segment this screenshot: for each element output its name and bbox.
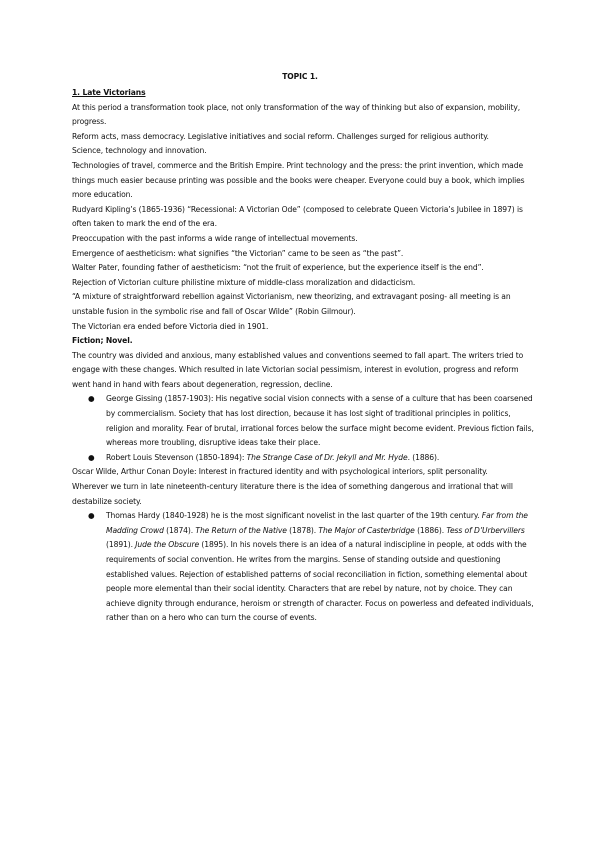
book-title: Jude the Obscure [135, 540, 200, 550]
book-title: Far from the Madding Crowd [106, 511, 528, 535]
list-item-text: . (1886). [407, 452, 440, 462]
list-item-gissing [72, 392, 534, 450]
section-heading-late-victorians: 1. Late Victorians [72, 88, 146, 97]
paragraph: Walter Pater, founding father of aestheticism: “not the fruit of experience, but the experience itself is the end”. [72, 263, 484, 273]
paragraph: Preoccupation with the past informs a wide range of intellectual movements. [72, 233, 358, 243]
book-title: Tess of D’Urbervillers [446, 525, 525, 535]
document-body [72, 86, 534, 626]
paragraph: The country was divided and anxious, many established values and conventions seemed to fall apart. The writers tried to engage with these changes. Which resulted in late Victorian social pessimism, interest in evolution, progress and reform went hand in hand with fears about degeneration, regression, decline. [72, 350, 524, 389]
list-item-text: Robert Louis Stevenson (1850-1894): [106, 452, 247, 462]
paragraph: Wherever we turn in late nineteenth-century literature there is the idea of something dangerous and irrational that will destabilize society. [72, 482, 513, 506]
list-item-stevenson [72, 451, 534, 466]
section-heading-fiction-novel: Fiction; Novel. [72, 336, 133, 346]
paragraph: Reform acts, mass democracy. Legislative initiatives and social reform. Challenges surged for religious authority. [72, 131, 489, 141]
list-item-text: George Gissing (1857-1903): His negative social vision connects with a sense of a culture that has been coarsened by commercialism. Society that has lost direction, because it has lost sight of traditional principles in politics, religion and morality. Fear of brutal, irrational forces below the surface might become evident. Previous fiction fails, whereas more troubling, disruptive ideas take their place. [106, 394, 534, 448]
list-item-hardy [72, 509, 534, 626]
bullet-list [72, 509, 534, 626]
book-year: (1886). [414, 525, 447, 535]
paragraph: Science, technology and innovation. [72, 146, 207, 156]
list-item-text: (1895). In his novels there is an idea of a natural indiscipline in people, at odds with the requirements of social convention. He writes from the margins. Sense of standing outside and questioning established values. Rejection of established patterns of social reconciliation in fiction, something elemental about people more elemental than their social identity. Characters that are rebel by nature, not by choice. They can achieve dignity through endurance, heroism or strength of character. Focus on powerless and defeated individuals, rather than on a hero who can turn the course of events. [106, 540, 534, 623]
book-year: (1878). [286, 525, 319, 535]
bullet-icon: ● [88, 511, 95, 521]
bullet-icon: ● [88, 452, 95, 462]
paragraph: The Victorian era ended before Victoria died in 1901. [72, 321, 269, 331]
bullet-list [72, 392, 534, 465]
paragraph: Technologies of travel, commerce and the British Empire. Print technology and the press: the print invention, which made things much easier because printing was possible and the books were cheaper. Everyone could buy a book, which implies more education. [72, 160, 525, 200]
paragraph: Emergence of aestheticism: what signifies “the Victorian” came to be seen as “the past”. [72, 248, 404, 258]
bullet-icon: ● [88, 394, 95, 404]
paragraph: “A mixture of straightforward rebellion against Victorianism, new theorizing, and extravagant posing- all meeting is an unstable fusion in the symbolic rise and fall of Oscar Wilde” (Robin Gilmour). [72, 292, 511, 316]
paragraph: Oscar Wilde, Arthur Conan Doyle: Interest in fractured identity and with psychological interiors, split personality. [72, 467, 488, 477]
book-title: The Strange Case of Dr. Jekyll and Mr. Hyde [246, 452, 408, 462]
paragraph: Rejection of Victorian culture philistine mixture of middle-class moralization and didacticism. [72, 277, 416, 287]
page-title: TOPIC 1. [282, 72, 318, 81]
book-year: (1874). [163, 525, 196, 535]
book-title: The Major of Casterbridge [318, 525, 415, 535]
book-title: The Return of the Native [195, 525, 287, 535]
paragraph: At this period a transformation took place, not only transformation of the way of thinking but also of expansion, mobility, progress. [72, 102, 521, 127]
book-year: (1891). [106, 540, 136, 550]
paragraph: Rudyard Kipling’s (1865-1936) “Recessional: A Victorian Ode” (composed to celebrate Queen Victoria’s Jubilee in 1897) is often taken to mark the end of the era. [72, 204, 523, 229]
list-item-text: Thomas Hardy (1840-1928) he is the most significant novelist in the last quarter of the 19th century. [106, 511, 482, 521]
